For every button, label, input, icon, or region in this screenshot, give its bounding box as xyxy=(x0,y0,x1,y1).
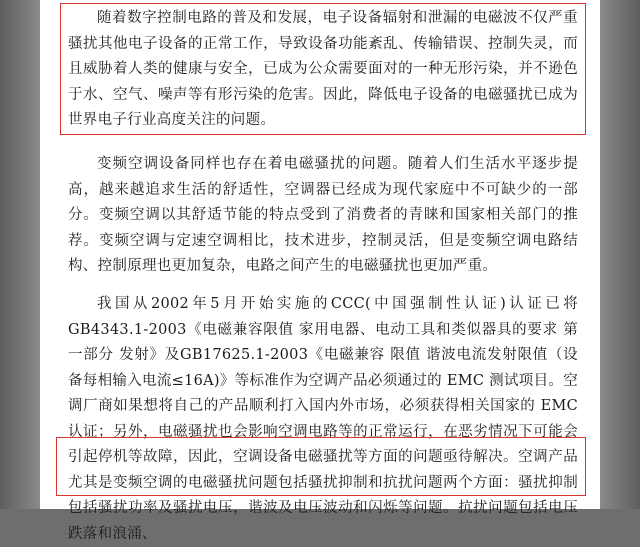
paragraph-inverter-ac: 变频空调设备同样也存在着电磁骚扰的问题。随着人们生活水平逐步提高，越来越追求生活的舒适性，空调器已经成为现代家庭中不可缺少的一部分。变频空调以其舒适节能的特点受到了消费者的青睐和国家相关部门的推荐。变频空调与定速空调相比，技术进步，控制灵活，但是变频空调电路结构、控制原理也更加复杂，电路之间产生的电磁骚扰也更加严重。 xyxy=(68,156,578,274)
document-page xyxy=(40,0,600,542)
paragraph-emi-overview: 随着数字控制电路的普及和发展，电子设备辐射和泄漏的电磁波不仅严重骚扰其他电子设备的正常工作，导致设备功能紊乱、传输错误、控制失灵，而且威胁着人类的健康与安全，已成为公众需要面对的一种无形污染，并不逊色于水、空气、噪声等有形污染的危害。因此，降低电子设备的电磁骚扰已成为世界电子行业高度关注的问题。 xyxy=(68,10,578,128)
left-background xyxy=(0,0,40,509)
paragraph-ccc-certification: 我国从2002年5月开始实施的CCC(中国强制性认证)认证已将GB4343.1-2003《电磁兼容限值 家用电器、电动工具和类似器具的要求 第一部分 发射》及GB17625.1-2003《电磁兼容 限值 谐波电流发射限值（设备每相输入电流≤16A)》等标准作为空调产品必须通过的 EMC 测试项目。空调厂商如果想将自己的产品顺利打入国内外市场，必须获得相关国家的 EMC 认证；另外，电磁骚扰也会影响空调电路等的正常运行，在恶劣情况下可能会引起停机等故障，因此，空调设备电磁骚扰等方面的问题亟待解决。空调产品尤其是变频空调的电磁骚扰问题包括骚扰抑制和抗扰问题两个方面：骚扰抑制包括骚扰功率及骚扰电压，谐波及电压波动和闪烁等问题。抗扰问题包括电压跌落和浪涌、 xyxy=(68,296,578,542)
right-background xyxy=(600,0,640,509)
